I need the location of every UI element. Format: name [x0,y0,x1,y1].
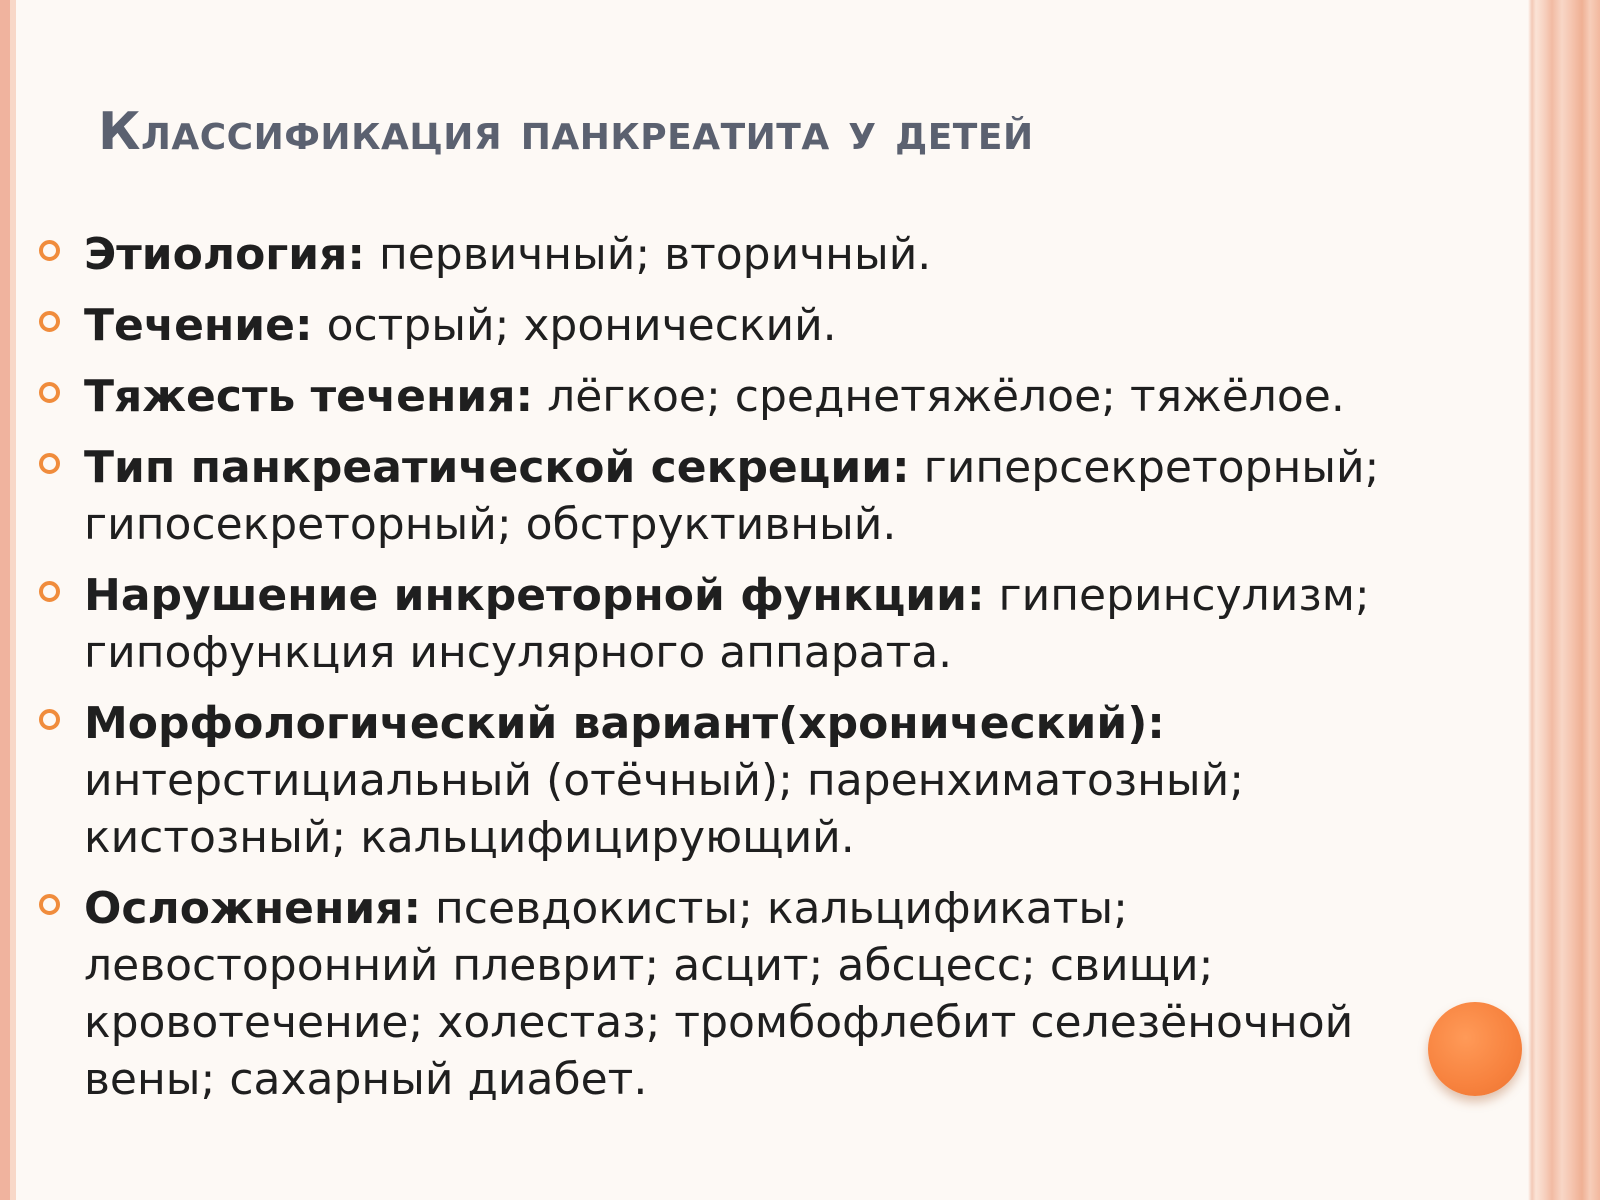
item-label: Тяжесть течения: [84,371,534,422]
item-text: острый; хронический. [312,300,837,351]
left-border-stripe [0,0,10,1200]
circle-outline-icon [39,894,60,915]
circle-outline-icon [39,709,60,730]
list-item-course [34,297,1434,354]
list-item-severity [34,368,1434,425]
item-label: Тип панкреатической секреции: [84,442,910,493]
circle-outline-icon [39,311,60,332]
list-item-etiology [34,226,1434,283]
circle-outline-icon [39,581,60,602]
list-item-incretory-function [34,567,1434,681]
right-decorative-stripes [1528,0,1600,1200]
item-text: псевдокисты; кальцификаты; левосторонний плеврит; асцит; абсцесс; свищи; кровотечение; холестаз; тромбофлебит селезёночной вены; сахарный диабет. [84,883,1354,1105]
item-text: первичный; вторичный. [364,229,932,280]
left-border-stripe-inner [10,0,16,1200]
item-label: Этиология: [84,229,365,280]
item-label: Морфологический вариант(хронический): [84,698,1165,749]
item-label: Течение: [84,300,313,351]
circle-outline-icon [39,453,60,474]
slide-title: Классификация панкреатита у детей [98,102,1034,162]
list-item-morphology [34,695,1434,866]
item-text: лёгкое; среднетяжёлое; тяжёлое. [533,371,1345,422]
orange-circle-decoration [1428,1002,1522,1096]
circle-outline-icon [39,382,60,403]
item-text: гиперинсулизм; гипофункция инсулярного аппарата. [84,570,1370,678]
list-item-secretion-type [34,439,1434,553]
item-label: Нарушение инкреторной функции: [84,570,985,621]
list-item-complications [34,880,1434,1108]
circle-outline-icon [39,240,60,261]
classification-list [34,226,1434,1122]
item-label: Осложнения: [84,883,422,934]
item-text: интерстициальный (отёчный); паренхиматозный; кистозный; кальцифицирующий. [84,755,1245,863]
item-text: гиперсекреторный; гипосекреторный; обструктивный. [84,442,1380,550]
